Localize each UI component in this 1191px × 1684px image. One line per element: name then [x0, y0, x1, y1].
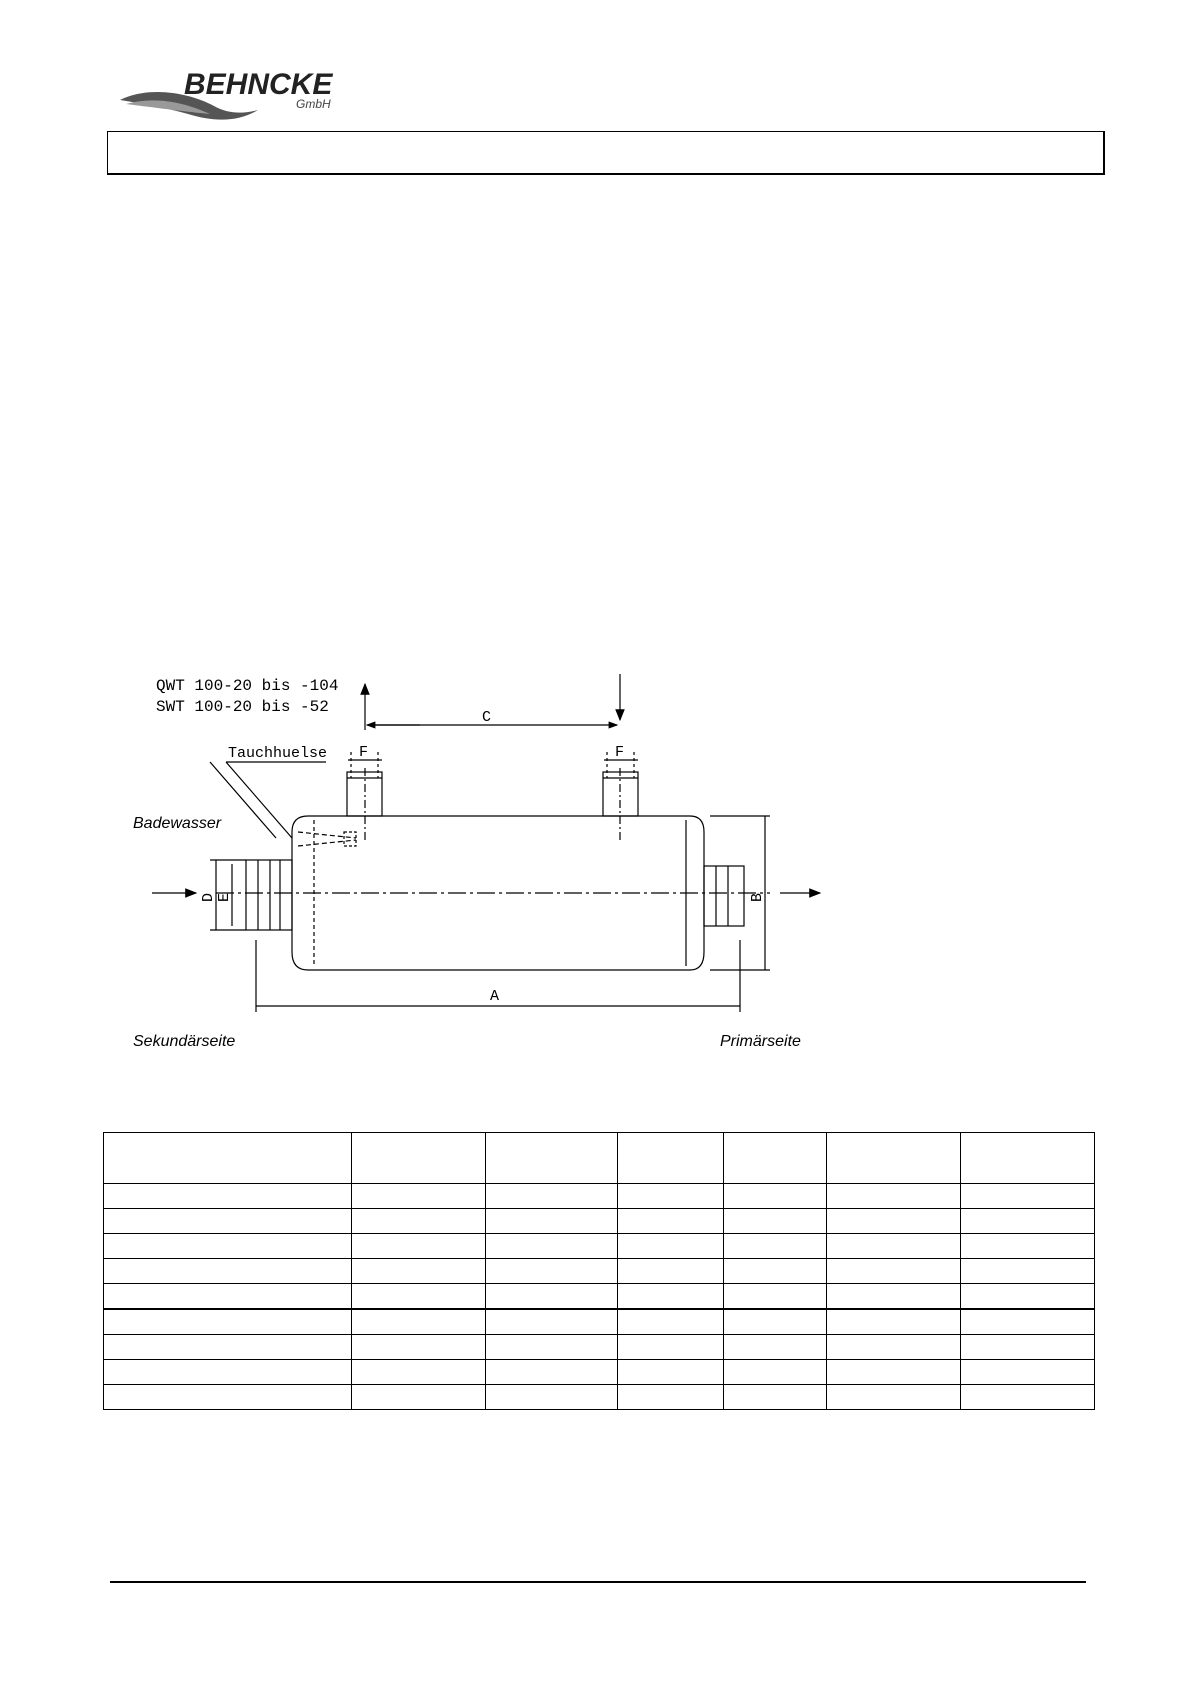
- shell-body: [292, 816, 704, 970]
- brand-suffix: GmbH: [296, 97, 331, 111]
- table-cell: [724, 1284, 827, 1310]
- label-sekundaerseite: Sekundärseite: [133, 1033, 236, 1050]
- table-cell: [352, 1309, 486, 1335]
- table-cell: [486, 1284, 618, 1310]
- table-row: [104, 1309, 1095, 1335]
- callout-tauchhuelse: Tauchhuelse: [228, 745, 328, 762]
- table-cell: [724, 1309, 827, 1335]
- table-cell: [486, 1309, 618, 1335]
- immersion-sleeve-end: [344, 832, 356, 846]
- table-cell: [724, 1335, 827, 1360]
- table-cell: [104, 1184, 352, 1209]
- table-cell: [961, 1284, 1095, 1310]
- table-cell: [618, 1284, 724, 1310]
- table-cell: [724, 1133, 827, 1184]
- table-row: [104, 1360, 1095, 1385]
- dimension-b-label: B: [749, 892, 766, 902]
- brand-name: BEHNCKE: [184, 68, 333, 101]
- table-cell: [352, 1184, 486, 1209]
- table-cell: [961, 1385, 1095, 1410]
- table-cell: [961, 1133, 1095, 1184]
- table-row: [104, 1385, 1095, 1410]
- table-cell: [104, 1309, 352, 1335]
- table-cell: [827, 1284, 961, 1310]
- dimension-d-label: D: [200, 892, 217, 902]
- table-cell: [618, 1209, 724, 1234]
- table-cell: [618, 1335, 724, 1360]
- table-cell: [827, 1184, 961, 1209]
- model-line-1: QWT 100-20 bis -104: [156, 677, 339, 695]
- table-row: [104, 1184, 1095, 1209]
- footer-rule: [110, 1581, 1086, 1583]
- table-cell: [486, 1234, 618, 1259]
- table-cell: [352, 1234, 486, 1259]
- table-cell: [352, 1360, 486, 1385]
- table-cell: [486, 1335, 618, 1360]
- table-cell: [961, 1209, 1095, 1234]
- model-line-2: SWT 100-20 bis -52: [156, 698, 329, 716]
- table-cell: [827, 1259, 961, 1284]
- table-cell: [961, 1184, 1095, 1209]
- table-cell: [104, 1335, 352, 1360]
- dimension-a-label: A: [490, 988, 500, 1005]
- table-row: [104, 1234, 1095, 1259]
- table-cell: [618, 1385, 724, 1410]
- table-cell: [486, 1385, 618, 1410]
- table-cell: [352, 1133, 486, 1184]
- table-row: [104, 1335, 1095, 1360]
- table-cell: [104, 1360, 352, 1385]
- label-badewasser: Badewasser: [133, 815, 222, 832]
- table-cell: [352, 1385, 486, 1410]
- table-cell: [104, 1234, 352, 1259]
- secondary-outlet-connector: [704, 866, 744, 926]
- table-cell: [827, 1385, 961, 1410]
- table-cell: [724, 1234, 827, 1259]
- table-row: [104, 1284, 1095, 1310]
- table-cell: [618, 1133, 724, 1184]
- table-cell: [827, 1309, 961, 1335]
- table-cell: [724, 1209, 827, 1234]
- table-cell: [352, 1259, 486, 1284]
- table-cell: [827, 1360, 961, 1385]
- dimension-table: [103, 1132, 1095, 1410]
- table-cell: [104, 1209, 352, 1234]
- secondary-inlet-connector: [246, 860, 292, 930]
- heat-exchanger-drawing: [120, 660, 840, 1060]
- table-cell: [724, 1385, 827, 1410]
- table-cell: [724, 1184, 827, 1209]
- dimension-f-left-label: F: [359, 744, 369, 761]
- table-cell: [724, 1259, 827, 1284]
- table-cell: [827, 1209, 961, 1234]
- table-cell: [352, 1209, 486, 1234]
- immersion-sleeve: [298, 832, 356, 846]
- table-cell: [618, 1259, 724, 1284]
- title-box: [107, 131, 1105, 175]
- table-cell: [618, 1184, 724, 1209]
- table-cell: [352, 1335, 486, 1360]
- table-cell: [486, 1209, 618, 1234]
- table-row: [104, 1209, 1095, 1234]
- table-cell: [961, 1309, 1095, 1335]
- behncke-logo: [118, 64, 358, 124]
- table-cell: [104, 1259, 352, 1284]
- table-cell: [827, 1133, 961, 1184]
- table-header-row: [104, 1133, 1095, 1184]
- table-cell: [104, 1133, 352, 1184]
- table-cell: [724, 1360, 827, 1385]
- table-cell: [961, 1360, 1095, 1385]
- table-cell: [486, 1133, 618, 1184]
- table-cell: [827, 1335, 961, 1360]
- table-cell: [618, 1360, 724, 1385]
- table-cell: [618, 1309, 724, 1335]
- table-cell: [104, 1385, 352, 1410]
- table-cell: [104, 1284, 352, 1310]
- table-cell: [486, 1360, 618, 1385]
- table-cell: [618, 1234, 724, 1259]
- table-cell: [961, 1259, 1095, 1284]
- table-cell: [352, 1284, 486, 1310]
- table-row: [104, 1259, 1095, 1284]
- dimension-f-right-label: F: [615, 744, 625, 761]
- dimension-e-label: E: [216, 892, 233, 902]
- table-cell: [961, 1335, 1095, 1360]
- label-primaerseite: Primärseite: [720, 1033, 801, 1050]
- table-cell: [827, 1234, 961, 1259]
- table-cell: [961, 1234, 1095, 1259]
- callout-leader-1: [226, 762, 292, 838]
- dimension-table-body: [104, 1133, 1095, 1410]
- table-cell: [486, 1184, 618, 1209]
- dimension-c-label: C: [482, 709, 492, 726]
- table-cell: [486, 1259, 618, 1284]
